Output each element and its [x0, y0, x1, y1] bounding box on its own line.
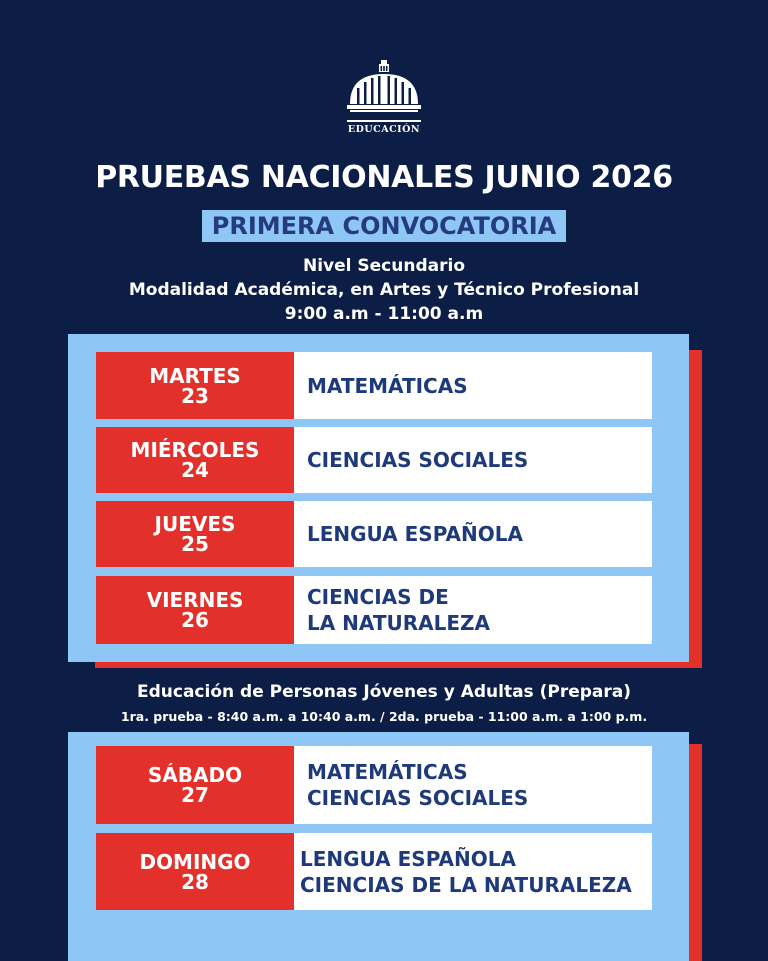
subject-name: MATEMÁTICAS: [307, 373, 468, 398]
level-text: Nivel Secundario: [303, 256, 465, 276]
subject-name: LA NATURALEZA: [307, 611, 490, 635]
day-date: 23: [181, 383, 209, 408]
day-cell: [96, 427, 294, 493]
subject-name: LENGUA ESPAÑOLA: [307, 522, 523, 546]
day-cell: [96, 833, 294, 910]
subject-name: CIENCIAS DE LA NATURALEZA: [300, 872, 632, 897]
subject-name: CIENCIAS SOCIALES: [307, 786, 529, 810]
subject-name: CIENCIAS DE: [307, 585, 449, 609]
education-logo: [344, 58, 424, 140]
subject-cell: [294, 576, 652, 644]
subject-cell: [294, 427, 652, 493]
day-cell: [96, 352, 294, 419]
day-cell: [96, 501, 294, 567]
day-date: 24: [181, 458, 209, 482]
logo-text: EDUCACIÓN: [347, 124, 421, 135]
schedule-row: [96, 427, 652, 493]
subject-cell: [294, 501, 652, 567]
day-cell: [96, 746, 294, 824]
schedule-row: [96, 501, 652, 567]
schedule-row: [96, 746, 652, 824]
subject-name: CIENCIAS SOCIALES: [307, 448, 529, 472]
day-name: JUEVES: [154, 512, 236, 536]
day-name: VIERNES: [146, 588, 244, 612]
schedule-row: [96, 576, 652, 644]
day-date: 25: [181, 532, 209, 556]
subject-cell: [294, 746, 652, 824]
day-name: MARTES: [149, 363, 241, 388]
day-name: DOMINGO: [139, 849, 251, 874]
day-date: 27: [181, 783, 209, 807]
day-date: 28: [181, 869, 209, 894]
day-date: 26: [181, 608, 209, 632]
capitol-dome-icon: [344, 58, 424, 122]
adults-heading: Educación de Personas Jóvenes y Adultas (Prepara): [136, 682, 632, 702]
day-cell: [96, 576, 294, 644]
schedule-row: [96, 352, 652, 419]
adults-times: 1ra. prueba - 8:40 a.m. a 10:40 a.m. / 2da. prueba - 11:00 a.m. a 1:00 p.m.: [120, 709, 648, 724]
time-text: 9:00 a.m - 11:00 a.m: [284, 304, 484, 324]
subject-cell: [294, 833, 652, 910]
modality-text: Modalidad Académica, en Artes y Técnico Profesional: [128, 280, 640, 300]
schedule-row: [96, 833, 652, 910]
day-name: MIÉRCOLES: [130, 438, 260, 462]
page-title: PRUEBAS NACIONALES JUNIO 2026: [95, 160, 673, 195]
subtitle-badge: PRIMERA CONVOCATORIA: [202, 210, 566, 242]
subject-name: MATEMÁTICAS: [307, 760, 468, 784]
subject-name: LENGUA ESPAÑOLA: [300, 846, 516, 871]
day-name: SÁBADO: [147, 763, 243, 787]
subject-cell: [294, 352, 652, 419]
